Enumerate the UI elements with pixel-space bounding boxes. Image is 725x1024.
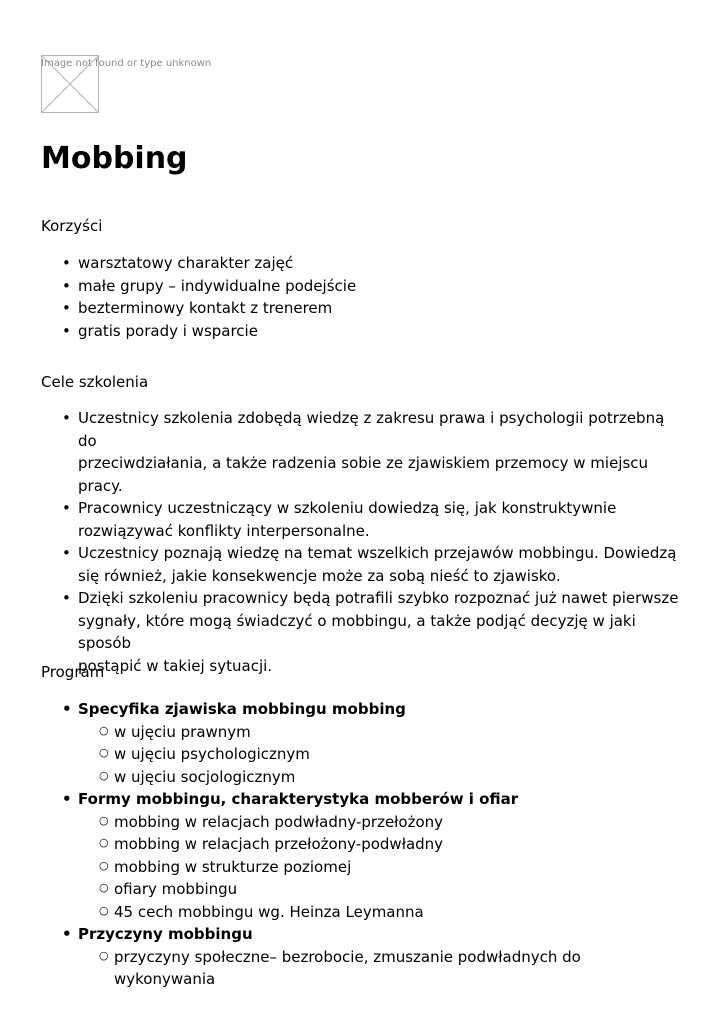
bullet-disc-icon: •: [62, 925, 72, 943]
broken-image-alt-text: Image not found or type unknown: [41, 58, 212, 69]
program-list: [41, 698, 681, 991]
program-heading: Program: [41, 663, 105, 681]
bullet-circle-icon: ○: [99, 903, 109, 917]
list-item: • Dzięki szkoleniu pracownicy będą potrafili szybko rozpoznać już nawet pierwsze sygnały, które mogą świadczyć o mobbingu, a także podjąć decyzję w jaki sposób postąpić w takiej sytuacji.: [62, 589, 679, 675]
list-item: ○ w ujęciu psychologicznym: [41, 743, 681, 766]
bullet-disc-icon: •: [62, 409, 71, 427]
bullet-circle-icon: ○: [99, 813, 109, 827]
bullet-disc-icon: •: [62, 499, 71, 517]
bullet-circle-icon: ○: [99, 948, 109, 962]
bullet-disc-icon: •: [62, 254, 71, 272]
bullet-circle-icon: ○: [99, 768, 109, 782]
program-sublist: [41, 721, 681, 789]
bullet-disc-icon: •: [62, 700, 72, 718]
bullet-circle-icon: ○: [99, 858, 109, 872]
list-item: ○ mobbing w relacjach przełożony-podwładny: [41, 833, 681, 856]
program-sublist: [41, 946, 681, 991]
list-item: ○ w ujęciu socjologicznym: [41, 766, 681, 789]
list-item: • bezterminowy kontakt z trenerem: [41, 297, 681, 320]
bullet-circle-icon: ○: [99, 746, 109, 759]
bullet-circle-icon: ○: [99, 881, 109, 894]
bullet-circle-icon: ○: [99, 836, 109, 849]
list-item: ○ przyczyny społeczne– bezrobocie, zmuszanie podwładnych do wykonywania: [41, 946, 681, 991]
goals-list: [41, 407, 681, 677]
list-item: ○ w ujęciu prawnym: [41, 721, 681, 744]
list-item: • Uczestnicy szkolenia zdobędą wiedzę z zakresu prawa i psychologii potrzebną do przeciwdziałania, a także radzenia sobie ze zjawiskiem przemocy w miejscu pracy.: [62, 409, 665, 495]
program-section: • Przyczyny mobbingu: [41, 923, 681, 946]
bullet-disc-icon: •: [62, 790, 72, 808]
goals-heading: Cele szkolenia: [41, 373, 149, 391]
list-item: • Pracownicy uczestniczący w szkoleniu dowiedzą się, jak konstruktywnie rozwiązywać konflikty interpersonalne.: [62, 499, 617, 540]
benefits-heading: Korzyści: [41, 217, 103, 235]
page-title: Mobbing: [41, 141, 188, 176]
bullet-circle-icon: ○: [99, 723, 109, 737]
bullet-disc-icon: •: [62, 321, 71, 340]
bullet-disc-icon: •: [62, 544, 71, 562]
program-sublist: [41, 811, 681, 924]
list-item: • warsztatowy charakter zajęć: [41, 252, 681, 275]
list-item: ○ mobbing w strukturze poziomej: [41, 856, 681, 879]
list-item: • małe grupy – indywidualne podejście: [41, 275, 681, 298]
list-item: • gratis porady i wsparcie: [41, 320, 681, 343]
list-item: ○ 45 cech mobbingu wg. Heinza Leymanna: [41, 901, 681, 924]
benefits-list: [41, 252, 681, 342]
bullet-disc-icon: •: [62, 276, 71, 295]
program-section: • Formy mobbingu, charakterystyka mobberów i ofiar: [41, 788, 681, 811]
list-item: ○ ofiary mobbingu: [41, 878, 681, 901]
list-item: • Uczestnicy poznają wiedzę na temat wszelkich przejawów mobbingu. Dowiedzą się również, jakie konsekwencje może za sobą nieść to zjawisko.: [62, 544, 677, 585]
program-section: • Specyfika zjawiska mobbingu mobbing: [41, 698, 681, 721]
list-item: ○ mobbing w relacjach podwładny-przełożony: [41, 811, 681, 834]
bullet-disc-icon: •: [62, 299, 71, 317]
bullet-disc-icon: •: [62, 589, 71, 607]
